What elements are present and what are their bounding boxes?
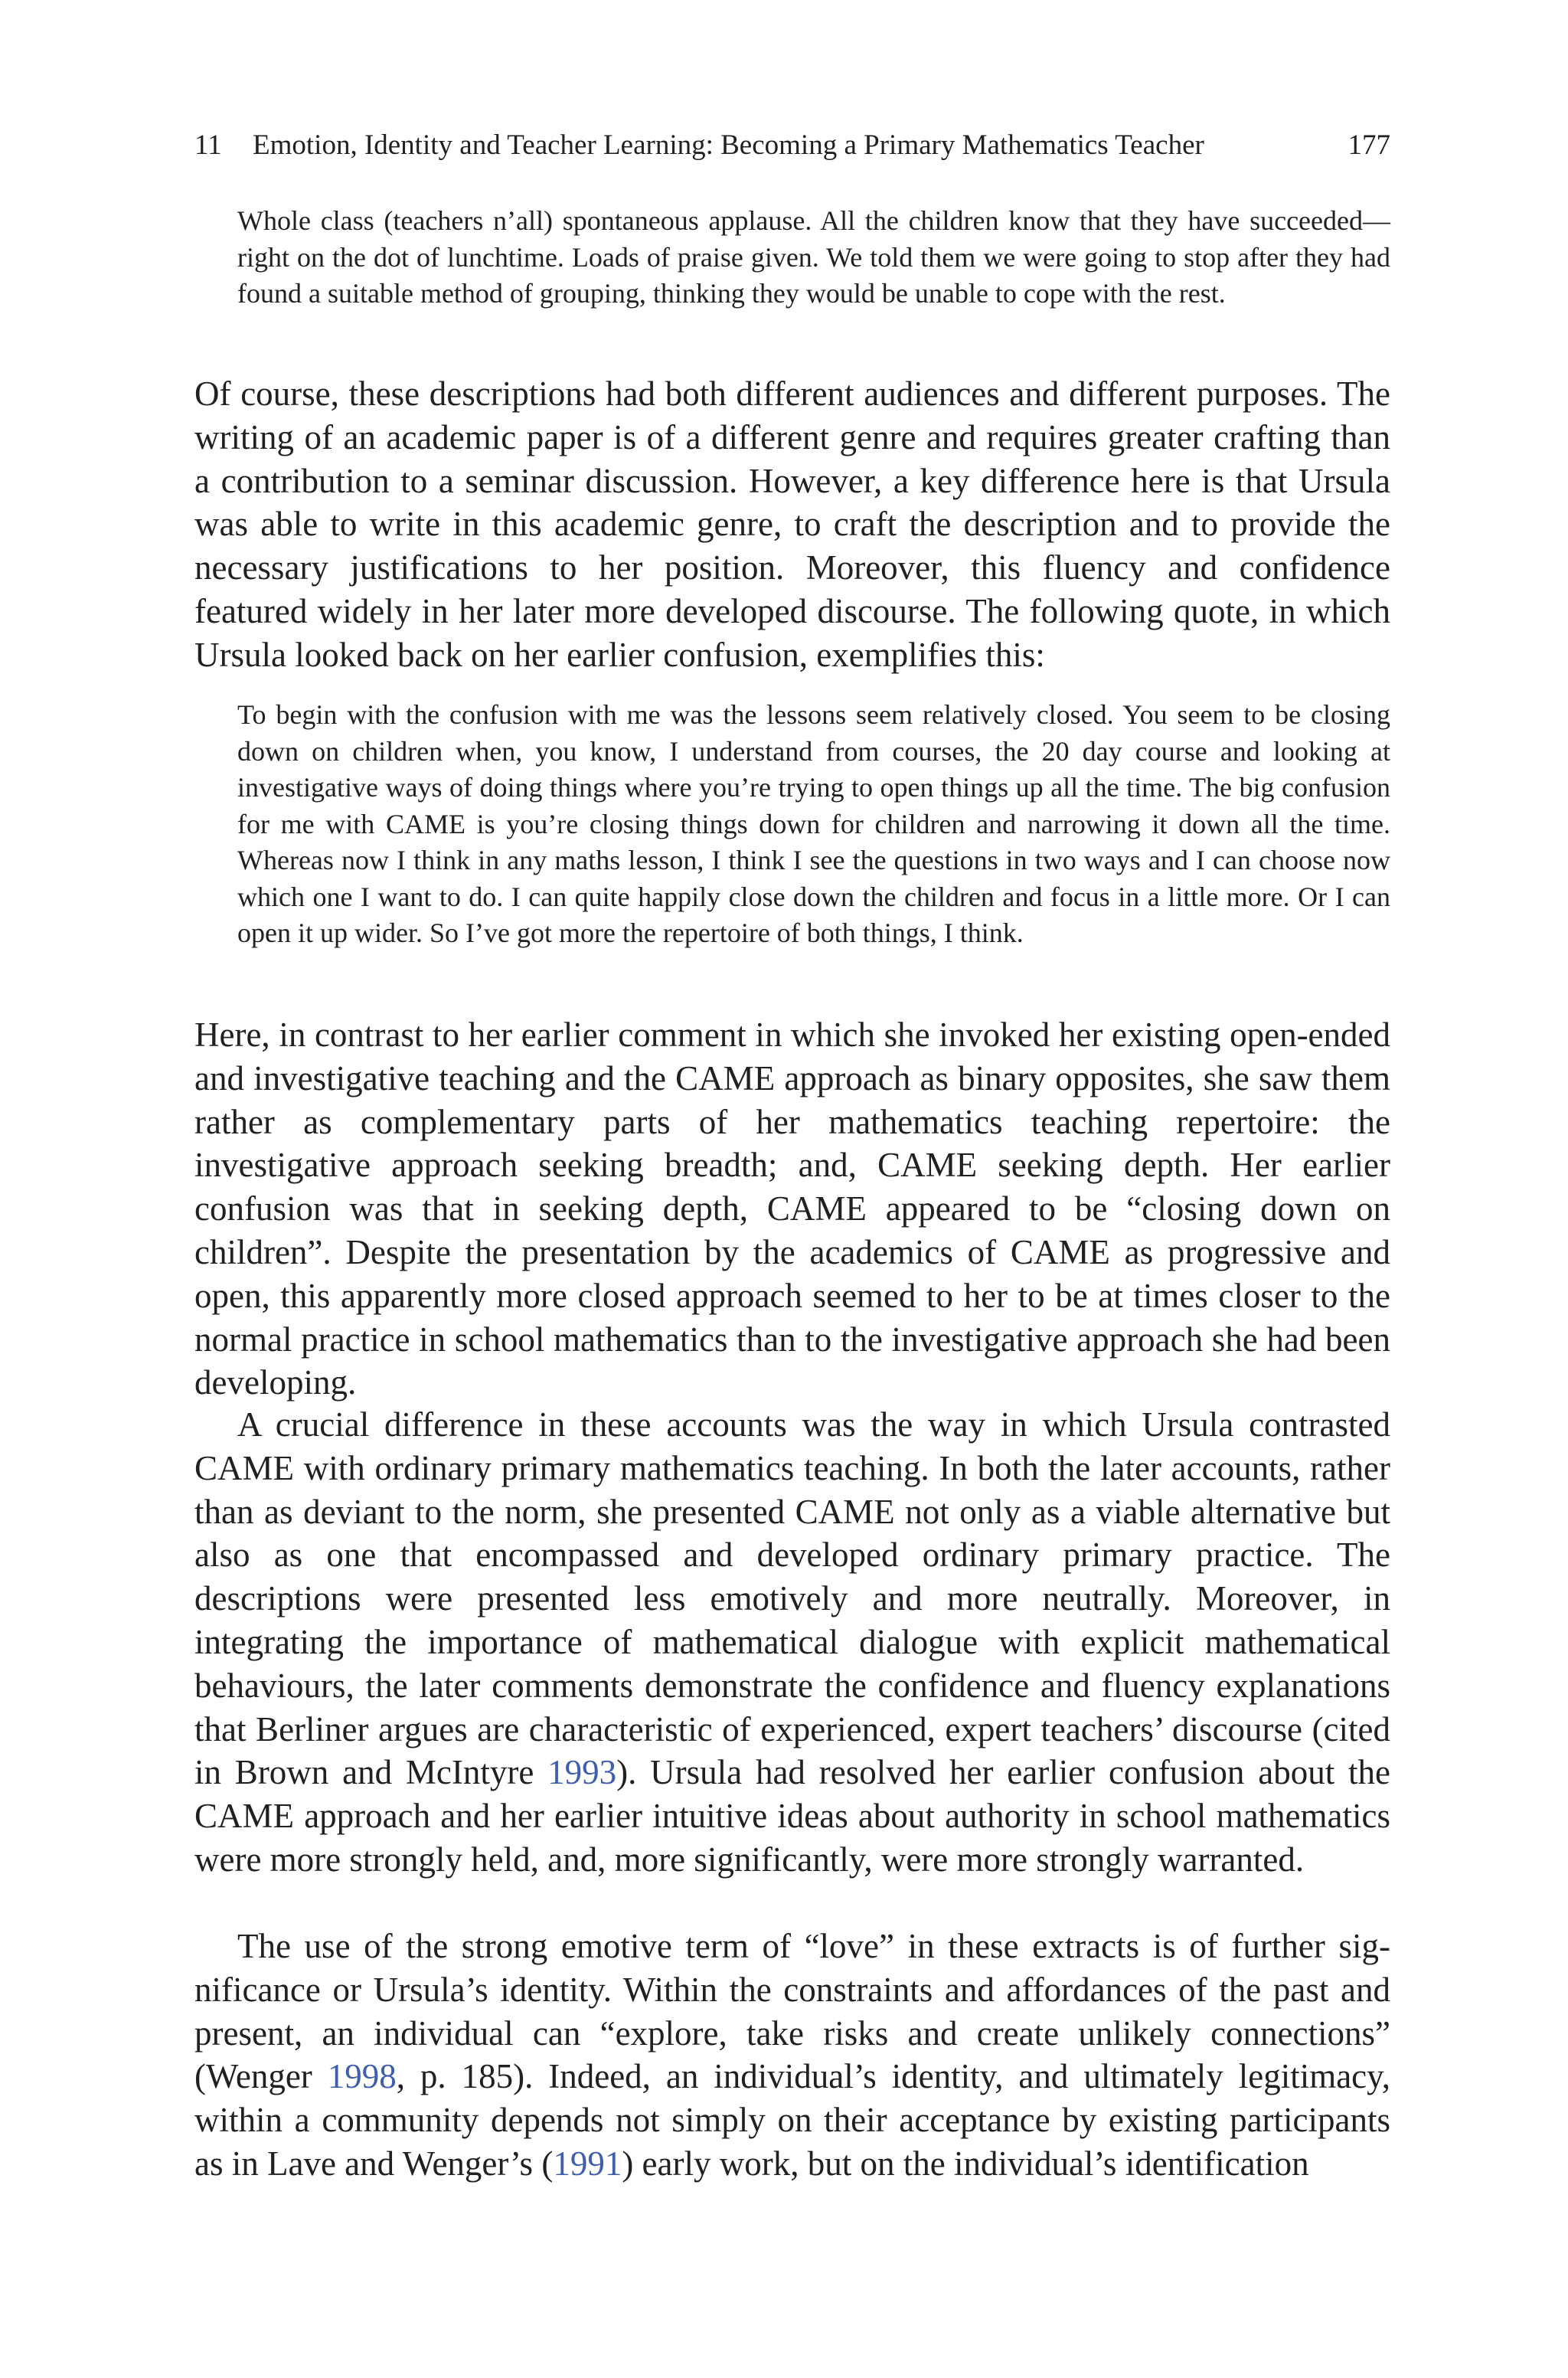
citation-link-wenger[interactable]: 1998	[327, 2057, 397, 2096]
running-head	[194, 124, 1390, 167]
paragraph-text: The use of the strong emotive term of “love” in these extracts is of further significance or Ursula’s identity. Within the constraints and affordances of the past and present, an individual can “explore, take risks and create unlikely connections” (Wenger	[194, 1927, 1390, 2096]
citation-link-brown-mcintyre[interactable]: 1993	[547, 1753, 617, 1792]
citation-link-lave-wenger[interactable]: 1991	[553, 2144, 622, 2183]
block-quote-applause: Whole class (teachers n’all) spontaneous applause. All the children know that they have succeeded—right on the dot of lunchtime. Loads of praise given. We told them we were going to stop after they had found a suitable method of grouping, thinking they would be unable to cope with the rest.	[237, 205, 1390, 309]
page-number: 177	[1348, 129, 1390, 161]
paragraph-text: ). Ursula had resolved her earlier confusion about the CAME approach and her earlier intuitive ideas about authority in school mathematics were more strongly held, and, more significantly, were more strongly warranted.	[194, 1753, 1391, 1879]
paragraph-contrast: Here, in contrast to her earlier comment in which she invoked her existing open-ended and investigative teaching and the CAME approach as binary opposites, she saw them rather as complementary parts of her mathematics teaching repertoire: the investigative approach seeking breadth; and, CAME seeking depth. Her earlier confusion was that in seeking depth, CAME appeared to be “closing down on children”. Despite the presentation by the academics of CAME as progressive and open, this apparently more closed approach seemed to her to be at times closer to the normal practice in school mathematics than to the investigative approach she had been developing.	[194, 1016, 1390, 1402]
paragraph-emotive-term	[194, 1925, 1390, 2186]
paragraph-crucial-difference	[194, 1403, 1390, 1882]
block-quote-confusion: To begin with the confusion with me was the lessons seem relatively closed. You seem to be closing down on children when, you know, I understand from courses, the 20 day course and looking at investigative ways of doing things where you’re trying to open things up all the time. The big confusion for me with CAME is you’re closing things down for children and narrowing it down all the time. Whereas now I think in any maths lesson, I think I see the questions in two ways and I can choose now which one I want to do. I can quite happily close down the children and focus in a little more. Or I can open it up wider. So I’ve got more the repertoire of both things, I think.	[237, 699, 1390, 948]
paragraph-text: ) early work, but on the individual’s identification	[622, 2144, 1309, 2183]
paragraph-descriptions: Of course, these descriptions had both different audiences and different purposes. The writing of an academic paper is of a different genre and requires greater crafting than a contribution to a seminar discussion. However, a key difference here is that Ursula was able to write in this academic genre, to craft the description and to provide the necessary justifications to her position. Moreover, this fluency and confidence featured widely in her later more developed discourse. The following quote, in which Ursula looked back on her earlier confusion, exemplifies this:	[194, 375, 1390, 674]
paragraph-text: , p. 185). Indeed, an individual’s identity, and ultimately legitimacy, within a community depends not simply on their acceptance by existing participants as in Lave and Wenger’s (	[194, 2057, 1390, 2183]
chapter-number: 11	[194, 129, 222, 161]
chapter-title: Emotion, Identity and Teacher Learning: Becoming a Primary Mathematics Teacher	[253, 129, 1204, 161]
paragraph-text: A crucial difference in these accounts was the way in which Ursula contrasted CAME with ordinary primary mathematics teaching. In both the later accounts, rather than as deviant to the norm, she presented CAME not only as a viable alternative but also as one that encompassed and developed ordinary primary practice. The descriptions were presented less emotively and more neutrally. Moreover, in integrating the importance of mathematical dialogue with explicit mathematical behaviours, the later comments demonstrate the confidence and fluency explanations that Berliner argues are characteristic of experienced, expert teachers’ discourse (cited in Brown and McIntyre	[194, 1405, 1390, 1792]
